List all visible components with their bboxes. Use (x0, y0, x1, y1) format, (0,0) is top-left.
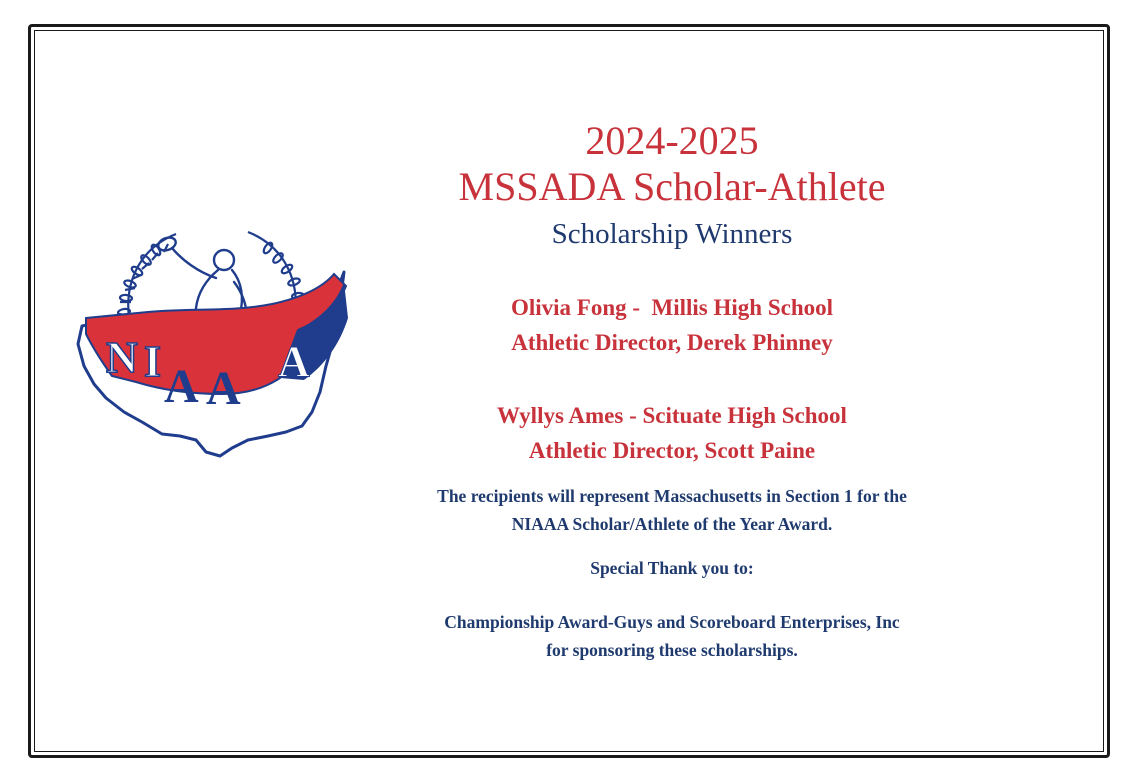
sponsors-text (372, 608, 972, 664)
winner-athletic-director: Athletic Director, Scott Paine (528, 438, 816, 463)
logo-text-a2: A (206, 362, 241, 415)
representation-line: The recipients will represent Massachusetts in Section 1 for the (437, 486, 907, 506)
winner-athletic-director: Athletic Director, Derek Phinney (511, 330, 833, 355)
logo-text-a1: A (164, 360, 199, 413)
winner-name-school: Wyllys Ames - Scituate High School (497, 403, 847, 428)
heading-title: MSSADA Scholar-Athlete (458, 164, 886, 209)
heading-subtitle: Scholarship Winners (551, 218, 793, 250)
logo-text-a3: A (278, 337, 310, 386)
heading-year: 2024-2025 (585, 118, 759, 163)
representation-text (372, 482, 972, 538)
sponsors-line: Championship Award-Guys and Scoreboard Enterprises, Inc (444, 612, 900, 632)
winner-name-school: Olivia Fong - Millis High School (510, 295, 834, 320)
logo-text-i: I (144, 337, 162, 386)
announcement-content (372, 118, 972, 664)
sponsors-line: for sponsoring these scholarships. (546, 640, 798, 660)
winner-entry (372, 398, 972, 468)
thanks-label: Special Thank you to: (590, 558, 754, 578)
winner-entry (372, 290, 972, 360)
representation-line: NIAAA Scholar/Athlete of the Year Award. (511, 514, 833, 534)
niaaa-logo-icon (72, 226, 352, 466)
logo-text-n: N (106, 333, 138, 382)
